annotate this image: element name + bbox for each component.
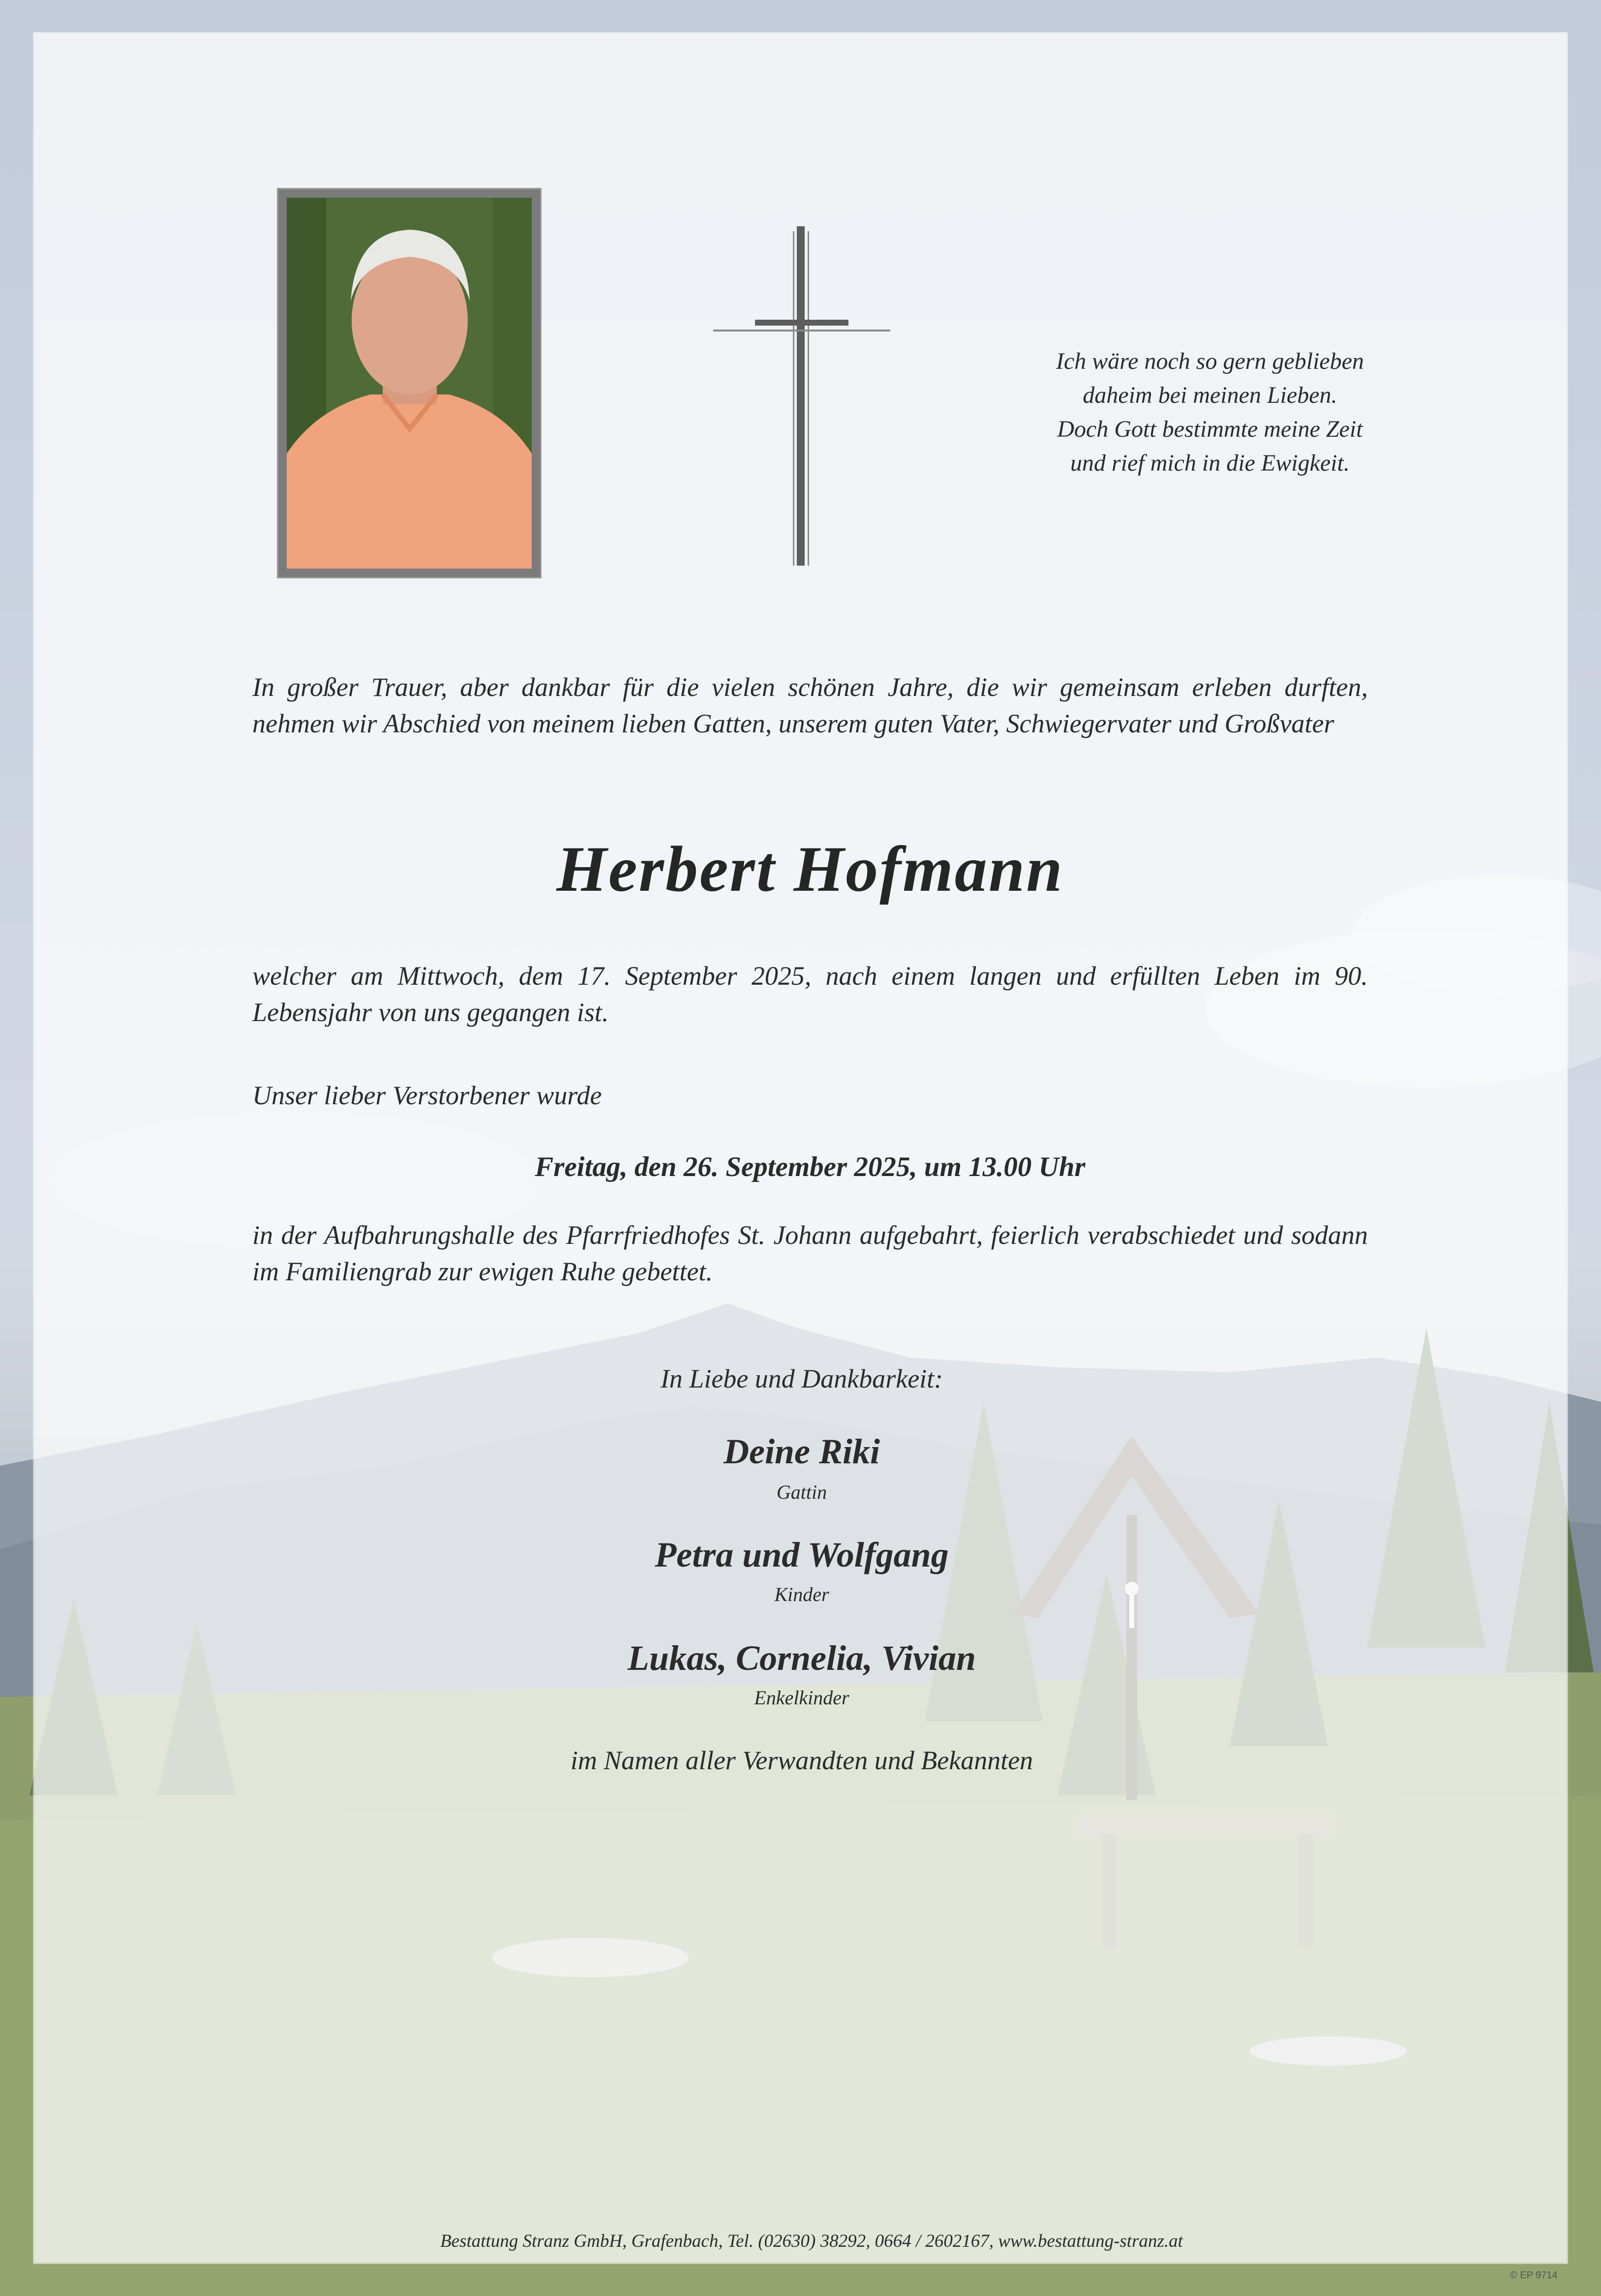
verse-line: Ich wäre noch so gern geblieben (1056, 348, 1364, 374)
verse-line: daheim bei meinen Lieben. (1083, 382, 1337, 408)
signature-role: Kinder (774, 1583, 829, 1605)
verse-line: Doch Gott bestimmte meine Zeit (1057, 416, 1363, 442)
death-paragraph: welcher am Mittwoch, dem 17. September 2025, nach einem langen und erfüllten Leben im 90. Lebensjahr von uns gegangen ist. (252, 961, 1368, 1027)
cross-icon (713, 226, 890, 571)
portrait-frame (277, 188, 542, 578)
signature-name: Lukas, Cornelia, Vivian (627, 1638, 976, 1678)
closing-line: im Namen aller Verwandten und Bekannten (570, 1746, 1033, 1775)
signature-role: Enkelkinder (754, 1687, 849, 1709)
deceased-name: Herbert Hofmann (556, 833, 1064, 905)
signature-name: Deine Riki (724, 1432, 880, 1471)
footer-imprint: Bestattung Stranz GmbH, Grafenbach, Tel. (02630) 38292, 0664 / 2602167, www.bestattung-stranz.at (440, 2231, 1183, 2251)
signatures-intro: In Liebe und Dankbarkeit: (660, 1364, 943, 1393)
poem-verse (964, 344, 1456, 480)
print-code: © EP 9714 (1510, 2270, 1558, 2281)
intro-paragraph: In großer Trauer, aber dankbar für die vielen schönen Jahre, die wir gemeinsam erleben durften, nehmen wir Abschied von meinem lieben Gatten, unserem guten Vater, Schwiegervater und Großvater (252, 672, 1368, 738)
funeral-date: Freitag, den 26. September 2025, um 13.00 Uhr (535, 1151, 1086, 1182)
funeral-intro: Unser lieber Verstorbener wurde (252, 1081, 602, 1110)
funeral-paragraph: in der Aufbahrungshalle des Pfarrfriedhofes St. Johann aufgebahrt, feierlich verabschiedet und sodann im Familiengrab zur ewigen Ruhe gebettet. (252, 1220, 1368, 1286)
portrait-photo (287, 198, 532, 569)
signature-role: Gattin (776, 1481, 827, 1503)
verse-line: und rief mich in die Ewigkeit. (1070, 450, 1350, 476)
signature-name: Petra und Wolfgang (655, 1535, 949, 1574)
